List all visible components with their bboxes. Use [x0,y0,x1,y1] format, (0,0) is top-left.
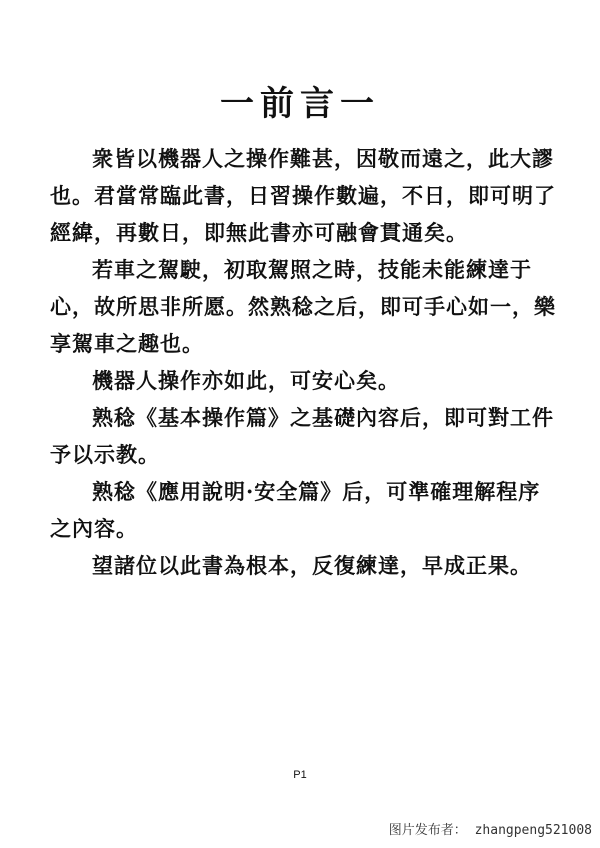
publisher-watermark: 图片发布者： zhangpeng521008 [388,823,592,838]
preface-paragraph: 機器人操作亦如此，可安心矣。 [92,368,400,393]
preface-paragraph: 若車之駕駛，初取駕照之時，技能未能練達于心，故所思非所愿。然熟稔之后，即可手心如一，樂享駕車之趣也。 [50,257,556,356]
preface-paragraph: 望諸位以此書為根本，反復練達，早成正果。 [92,553,532,578]
preface-body [50,140,560,584]
preface-paragraph: 衆皆以機器人之操作難甚，因敬而遠之，此大謬也。君當常臨此書，日習操作數遍，不日，即可明了經緯，再數日，即無此書亦可融會貫通矣。 [50,146,556,245]
page-title: 一前言一 [220,84,380,124]
preface-paragraph: 熟稔《基本操作篇》之基礎內容后，即可對工件予以示教。 [50,405,554,467]
page-number: P1 [293,769,307,781]
preface-paragraph: 熟稔《應用說明·安全篇》后，可準確理解程序之內容。 [50,479,541,541]
